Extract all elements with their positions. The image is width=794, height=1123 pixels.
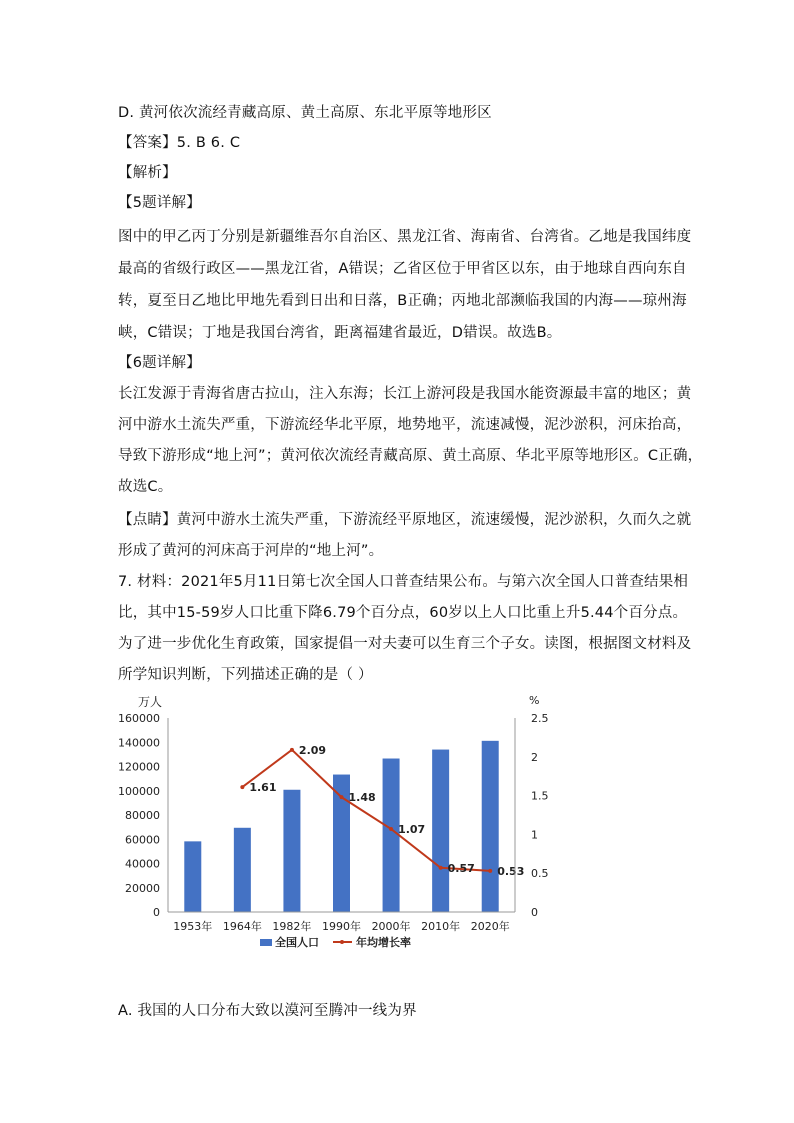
right-tick-label: 2 [531,750,538,764]
growth-rate-point [389,827,393,831]
x-tick-label: 2010年 [421,920,461,933]
q6-para-line3: 导致下游形成“地上河”；黄河依次流经青藏高原、黄土高原、华北平原等地形区。C正确， [118,448,703,464]
tip-line2: 形成了黄河的河床高于河岸的“地上河”。 [118,543,384,559]
legend-label-growth: 年均增长率 [356,936,411,949]
growth-rate-label: 2.09 [298,743,327,757]
x-tick-label: 1953年 [173,920,213,933]
x-tick-label: 1964年 [222,920,262,933]
population-chart [110,688,560,963]
q7-line2: 比，其中15-59岁人口比重下降6.79个百分点，60岁以上人口比重上升5.44个百分点。 [118,605,688,621]
growth-rate-label: 1.07 [398,822,426,836]
bar-2010年 [432,750,449,912]
growth-rate-label: 0.53 [497,864,525,878]
right-tick-label: 0 [531,906,538,919]
x-tick-label: 1990年 [322,920,361,933]
bar-2020年 [482,741,499,912]
q5-para-line1: 图中的甲乙丙丁分别是新疆维吾尔自治区、黑龙江省、海南省、台湾省。乙地是我国纬度 [118,229,692,245]
right-tick-label: 2.5 [531,712,549,725]
q6-para-line1: 长江发源于青海省唐古拉山，注入东海；长江上游河段是我国水能资源最丰富的地区；黄 [118,386,692,402]
growth-rate-label: 0.57 [447,861,475,875]
bar-1982年 [283,790,300,912]
q7-line1: 7. 材料：2021年5月11日第七次全国人口普查结果公布。与第六次全国人口普查结果相 [118,574,689,590]
q6-para-line4: 故选C。 [118,479,173,495]
left-tick-label: 100000 [118,784,160,798]
x-tick-label: 1982年 [272,920,312,933]
answer-line: 【答案】5. B 6. C [118,135,241,151]
growth-rate-point [240,785,244,789]
left-tick-label: 20000 [125,881,160,895]
legend-swatch-population [260,939,272,946]
q7-line4: 所学知识判断，下列描述正确的是（ ） [118,667,373,683]
left-tick-label: 60000 [125,833,160,847]
growth-rate-line [242,750,490,871]
bar-2000年 [383,759,400,912]
tip-line1: 【点睛】黄河中游水土流失严重，下游流经平原地区，流速缓慢，泥沙淤积，久而久之就 [118,512,692,528]
legend-label-population: 全国人口 [275,936,319,949]
right-tick-label: 1.5 [531,789,549,803]
growth-rate-point [340,795,344,799]
q5-para-line3: 转，夏至日乙地比甲地先看到日出和日落，B正确；丙地北部濒临我国的内海——琼州海 [118,293,687,309]
x-tick-label: 2020年 [470,920,510,933]
q7-line3: 为了进一步优化生育政策，国家提倡一对夫妻可以生育三个子女。读图，根据图文材料及 [118,636,692,652]
legend-swatch-growth-dot [340,940,344,944]
growth-rate-point [488,869,492,873]
growth-rate-label: 1.48 [348,791,376,805]
right-tick-label: 1 [531,828,538,842]
right-tick-label: 0.5 [531,867,549,881]
left-tick-label: 160000 [118,712,160,725]
option-d-text: D. 黄河依次流经青藏高原、黄土高原、东北平原等地形区 [118,105,492,121]
q5-para-line4: 峡，C错误；丁地是我国台湾省，距离福建省最近，D错误。故选B。 [118,325,562,341]
growth-rate-point [439,866,443,870]
bar-1953年 [184,841,201,912]
left-tick-label: 0 [153,906,160,919]
left-tick-label: 40000 [125,857,160,871]
analysis-heading: 【解析】 [118,165,177,181]
q5-para-line2: 最高的省级行政区——黑龙江省，A错误；乙省区位于甲省区以东，由于地球自西向东自 [118,261,687,277]
left-axis-title: 万人 [138,695,163,709]
option-a-text: A. 我国的人口分布大致以漠河至腾冲一线为界 [118,1003,417,1019]
q6-heading: 【6题详解】 [118,355,201,371]
growth-rate-point [290,748,294,752]
x-tick-label: 2000年 [371,920,411,933]
growth-rate-label: 1.61 [249,781,277,795]
left-tick-label: 120000 [118,760,160,774]
bar-1964年 [234,828,251,912]
left-tick-label: 80000 [125,809,160,822]
q6-para-line2: 河中游水土流失严重，下游流经华北平原，地势地平，流速减慢，泥沙淤积，河床抬高， [118,417,692,433]
right-axis-title: % [529,694,540,707]
left-tick-label: 140000 [118,736,160,750]
q5-heading: 【5题详解】 [118,195,201,211]
